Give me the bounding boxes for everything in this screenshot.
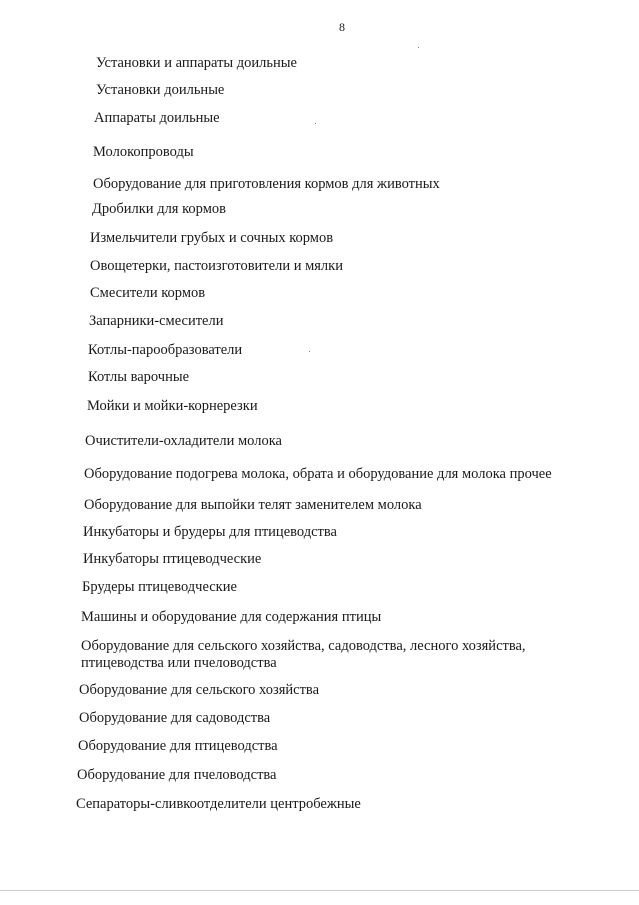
list-item: Инкубаторы птицеводческие [83, 551, 262, 567]
list-item: Инкубаторы и брудеры для птицеводства [83, 524, 337, 540]
scan-bottom-edge [0, 890, 639, 891]
list-item: Мойки и мойки-корнерезки [87, 398, 258, 414]
list-item: Машины и оборудование для содержания птицы [81, 609, 382, 625]
list-item: Оборудование для садоводства [79, 710, 271, 726]
list-item: Оборудование для приготовления кормов для животных [93, 176, 440, 192]
list-item: Овощетерки, пастоизготовители и мялки [90, 258, 343, 274]
list-item: Очистители-охладители молока [85, 433, 282, 449]
list-item: Оборудование для сельского хозяйства [79, 682, 320, 698]
list-item: Оборудование для выпойки телят заменителем молока [84, 497, 422, 513]
list-item: Оборудование для пчеловодства [77, 767, 277, 783]
list-item: Молокопроводы [93, 144, 194, 160]
list-item: Запарники-смесители [89, 313, 224, 329]
list-item: Дробилки для кормов [92, 201, 226, 217]
page-number: 8 [339, 20, 345, 34]
list-item: Котлы-парообразователи [88, 342, 243, 358]
list-item: Аппараты доильные [94, 110, 220, 126]
list-item: Сепараторы-сливкоотделители центробежные [76, 796, 361, 812]
list-item: Установки доильные [96, 82, 225, 98]
scan-speck [418, 47, 419, 48]
scan-speck [315, 123, 316, 124]
list-item: Смесители кормов [90, 285, 206, 301]
list-item: Оборудование для птицеводства [78, 738, 278, 754]
list-item: Оборудование для сельского хозяйства, садоводства, лесного хозяйства, птицеводства или пчеловодства [81, 638, 526, 671]
list-item: Котлы варочные [88, 369, 190, 385]
scan-speck [309, 351, 310, 352]
list-item: Оборудование подогрева молока, обрата и оборудование для молока прочее [84, 466, 552, 482]
list-item: Брудеры птицеводческие [82, 579, 237, 595]
list-item: Измельчители грубых и сочных кормов [90, 230, 334, 246]
list-item: Установки и аппараты доильные [96, 55, 297, 71]
